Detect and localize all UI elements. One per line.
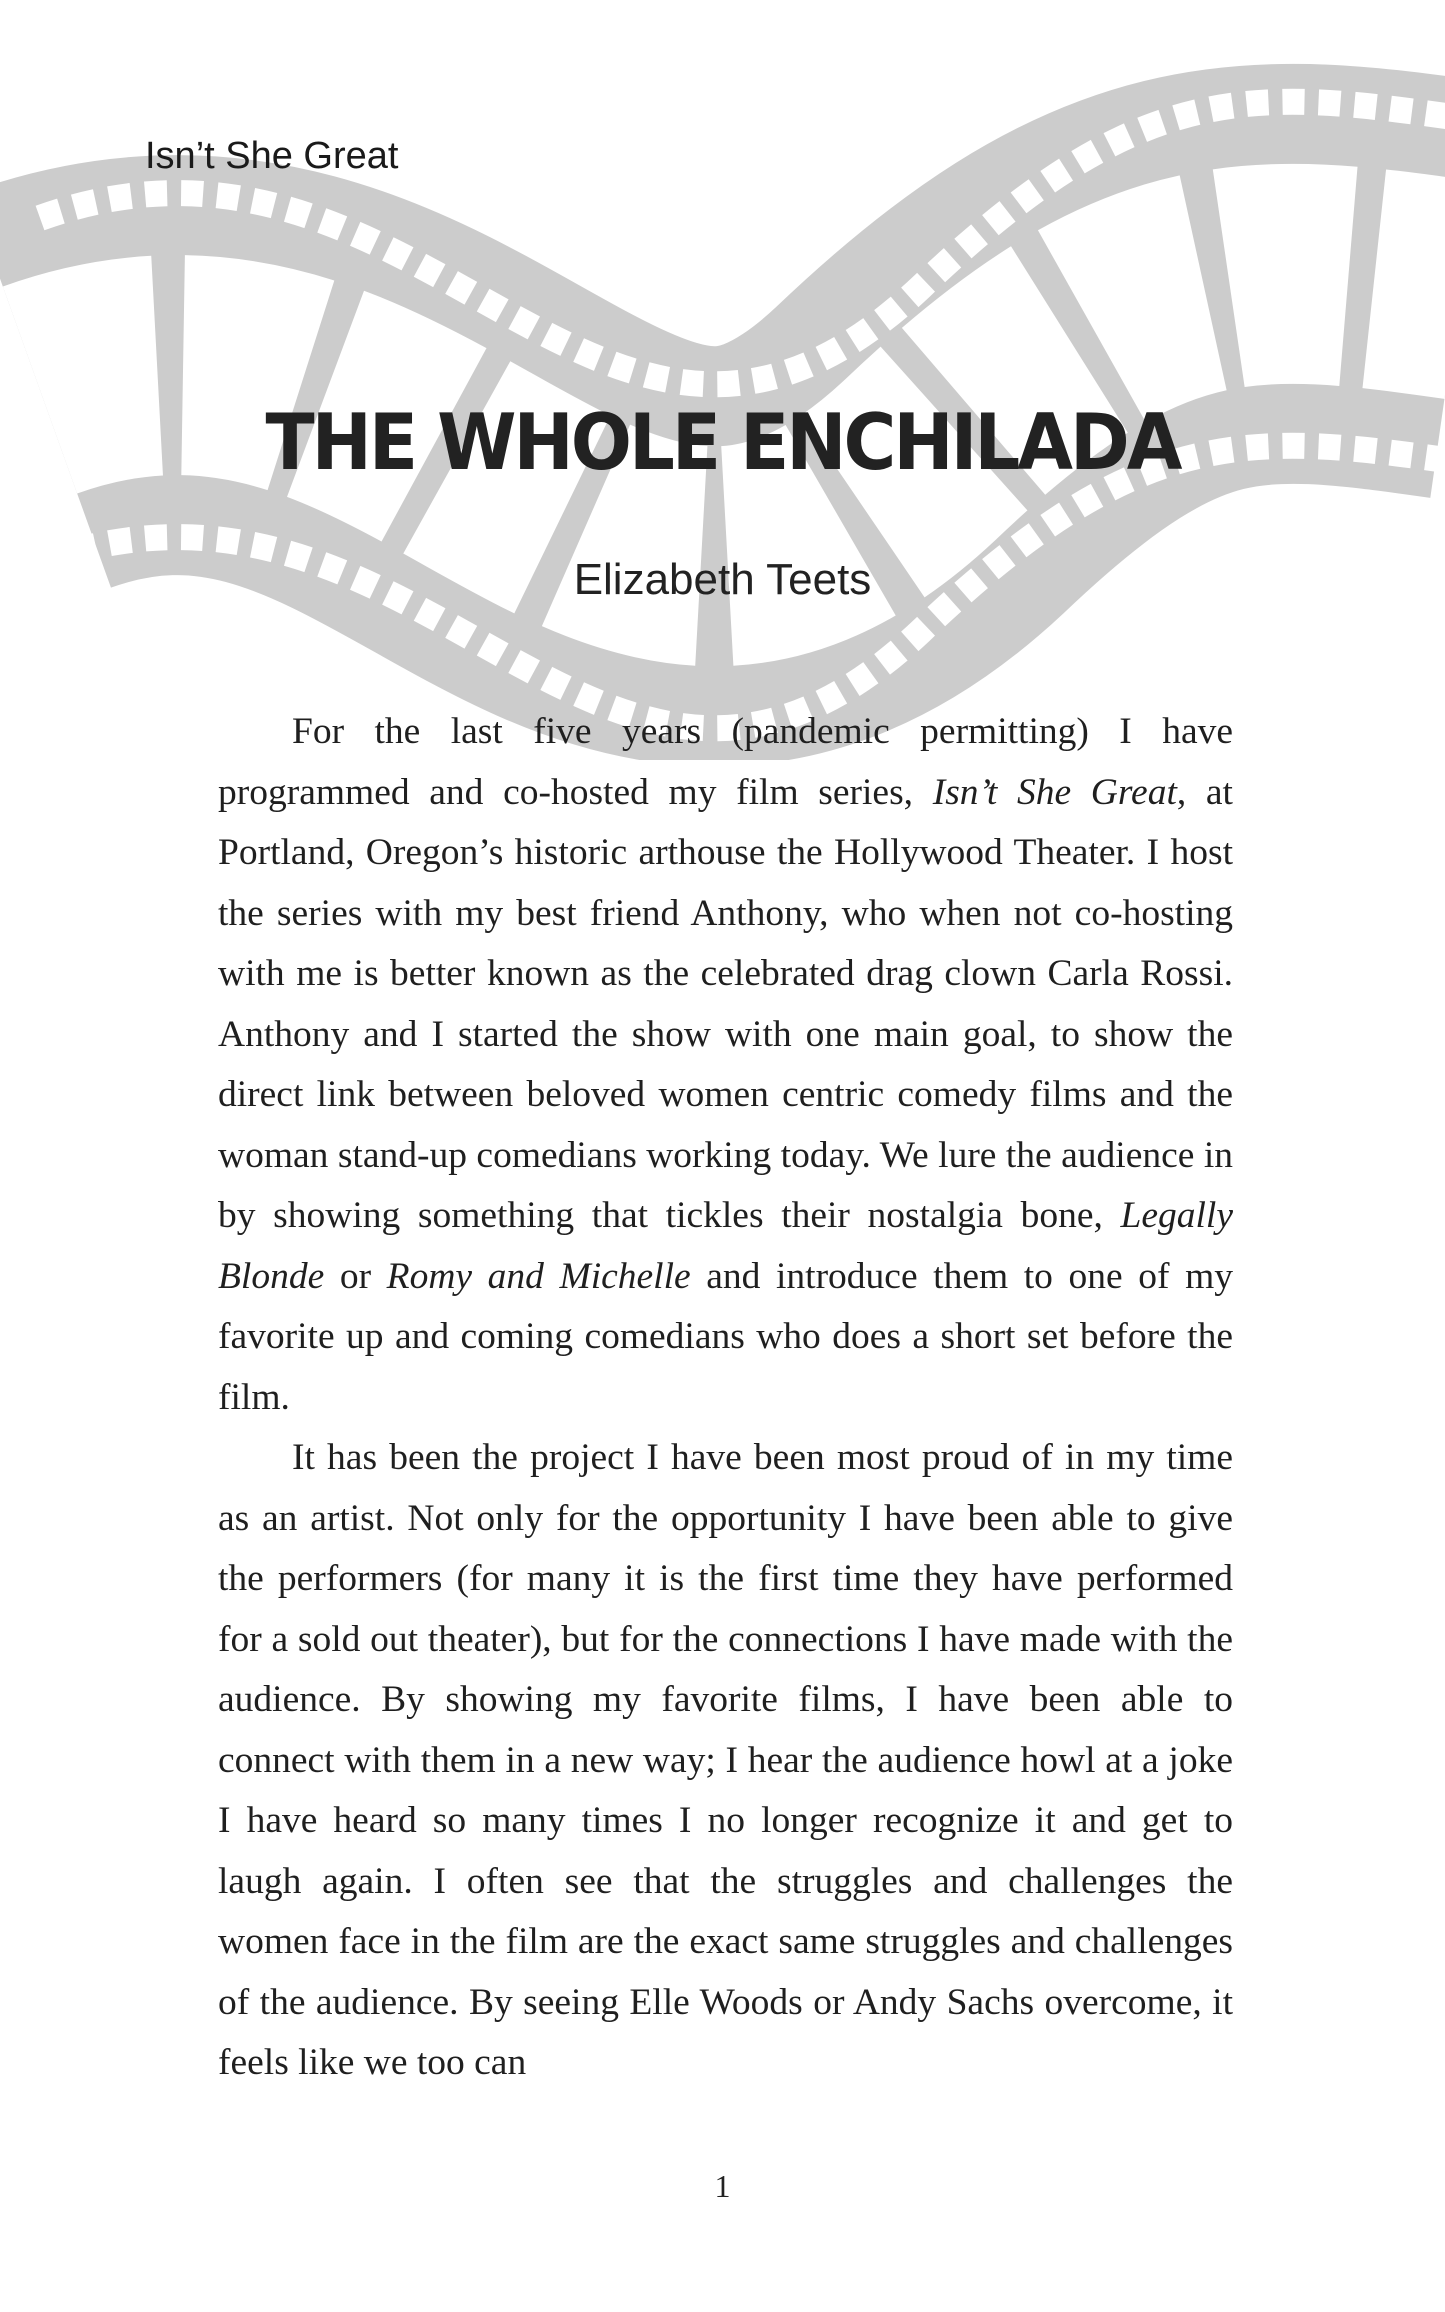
filmstrip-graphic xyxy=(0,0,1445,760)
chapter-title: THE WHOLE ENCHILADA xyxy=(265,396,1180,488)
italic-title-run: Isn’t She Great xyxy=(932,771,1177,813)
chapter-author: Elizabeth Teets xyxy=(573,555,872,604)
italic-title-run: Romy and Michelle xyxy=(386,1255,691,1297)
text-run: It has been the project I have been most proud of in my time as an artist. Not only for the opportunity I have been able to give the performers (for many it is the first time they have performed for a sold out theater), but for the connections I have made with the audience. By showing my favorite films, I have been able to connect with them in a new way; I hear the audience howl at a joke I have heard so many times I no longer recognize it and get to laugh again. I often see that the struggles and challenges the women face in the film are the exact same struggles and challenges of the audience. By seeing Elle Woods or Andy Sachs overcome, it feels like we too can xyxy=(218,1437,1233,2083)
body-paragraph xyxy=(218,702,1233,1428)
text-run: For the last five years (pandemic permitting) I have programmed and co-hosted my film series, xyxy=(218,711,1233,813)
text-run: or xyxy=(324,1255,387,1297)
running-head: Isn’t She Great xyxy=(145,135,399,177)
body-paragraph xyxy=(218,1428,1233,2094)
text-run: , at Portland, Oregon’s historic arthouse the Hollywood Theater. I host the series with my best friend Anthony, who when not co-hosting with me is better known as the celebrated drag clown Carla Rossi. Anthony and I started the show with one main goal, to show the direct link between beloved women centric comedy films and the woman stand-up comedians working today. We lure the audience in by showing something that tickles their nostalgia bone, xyxy=(218,771,1233,1236)
italic-title-run: Legally Blonde xyxy=(218,1195,1233,1297)
page-number: 1 xyxy=(714,2168,731,2204)
text-run: and introduce them to one of my favorite up and coming comedians who does a short set before the film. xyxy=(218,1255,1233,1418)
body-text xyxy=(218,702,1233,2094)
